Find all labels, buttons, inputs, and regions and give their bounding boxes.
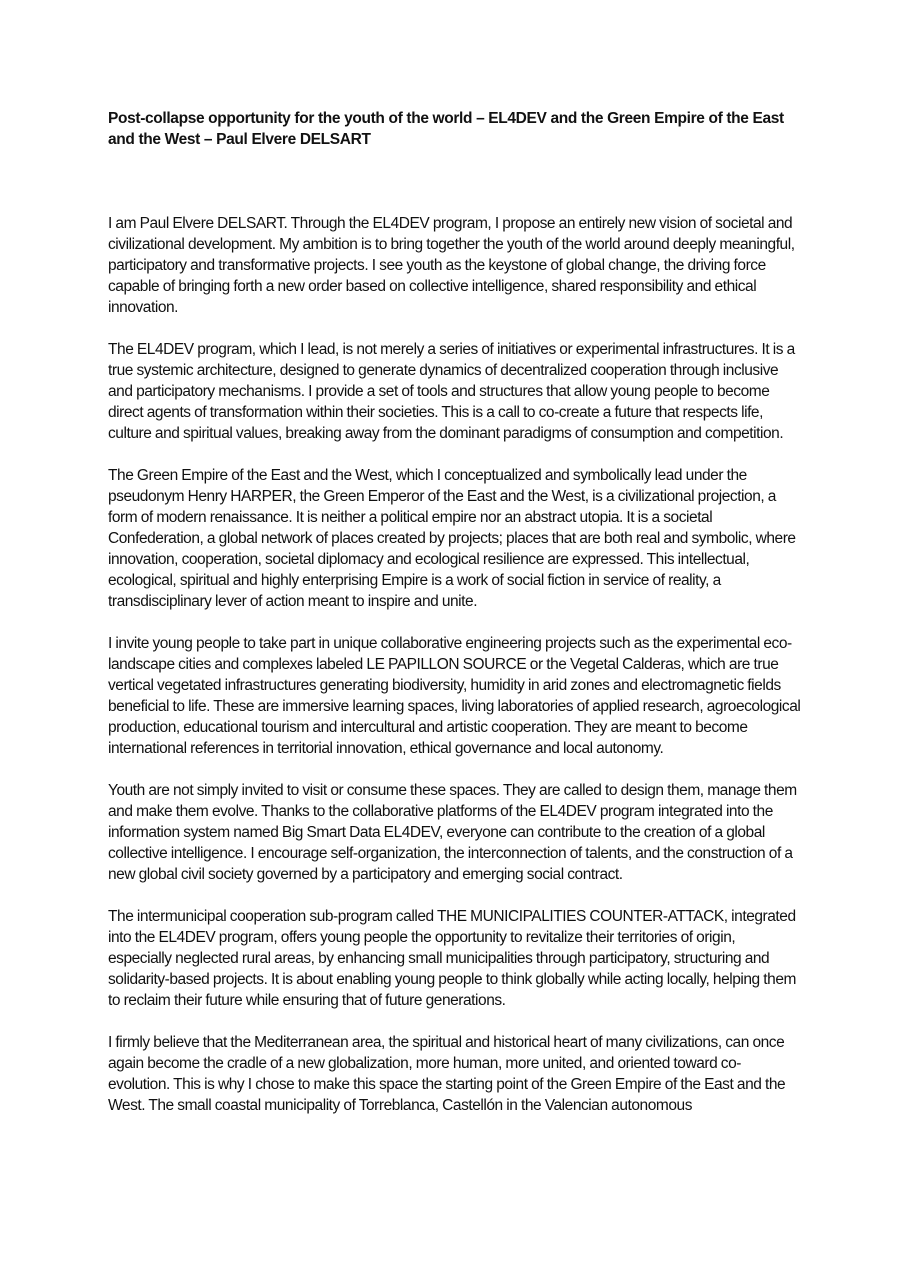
paragraph-4: I invite young people to take part in unique collaborative engineering projects such as the experimental eco-landscape cities and complexes labeled LE PAPILLON SOURCE or the Vegetal Calderas, which are true vertical vegetated infrastructures generating biodiversity, humidity in arid zones and electromagnetic fields beneficial to life. These are immersive learning spaces, living laboratories of applied research, agroecological production, educational tourism and intercultural and artistic cooperation. They are meant to become international references in territorial innovation, ethical governance and local autonomy. bbox=[108, 635, 801, 757]
paragraph-2: The EL4DEV program, which I lead, is not merely a series of initiatives or experimental infrastructures. It is a true systemic architecture, designed to generate dynamics of decentralized cooperation through inclusive and participatory mechanisms. I provide a set of tools and structures that allow young people to become direct agents of transformation within their societies. This is a call to co-create a future that respects life, culture and spiritual values, breaking away from the dominant paradigms of consumption and competition. bbox=[108, 341, 795, 442]
document-title: Post-collapse opportunity for the youth of the world – EL4DEV and the Green Empire of the East and the West – Paul Elvere DELSART bbox=[108, 110, 784, 148]
document-body bbox=[108, 213, 802, 1137]
paragraph-6: The intermunicipal cooperation sub-program called THE MUNICIPALITIES COUNTER-ATTACK, integrated into the EL4DEV program, offers young people the opportunity to revitalize their territories of origin, especially neglected rural areas, by enhancing small municipalities through participatory, structuring and solidarity-based projects. It is about enabling young people to think globally while acting locally, helping them to reclaim their future while ensuring that of future generations. bbox=[108, 908, 796, 1009]
paragraph-3: The Green Empire of the East and the West, which I conceptualized and symbolically lead under the pseudonym Henry HARPER, the Green Emperor of the East and the West, is a civilizational projection, a form of modern renaissance. It is neither a political empire nor an abstract utopia. It is a societal Confederation, a global network of places created by projects; places that are both real and symbolic, where innovation, cooperation, societal diplomacy and ecological resilience are expressed. This intellectual, ecological, spiritual and highly enterprising Empire is a work of social fiction in service of reality, a transdisciplinary lever of action meant to inspire and unite. bbox=[108, 467, 796, 610]
paragraph-1: I am Paul Elvere DELSART. Through the EL4DEV program, I propose an entirely new vision of societal and civilizational development. My ambition is to bring together the youth of the world around deeply meaningful, participatory and transformative projects. I see youth as the keystone of global change, the driving force capable of bringing forth a new order based on collective intelligence, shared responsibility and ethical innovation. bbox=[108, 215, 795, 316]
paragraph-7: I firmly believe that the Mediterranean area, the spiritual and historical heart of many civilizations, can once again become the cradle of a new globalization, more human, more united, and oriented toward co-evolution. This is why I chose to make this space the starting point of the Green Empire of the East and the West. The small coastal municipality of Torreblanca, Castellón in the Valencian autonomous bbox=[108, 1034, 786, 1114]
paragraph-5: Youth are not simply invited to visit or consume these spaces. They are called to design them, manage them and make them evolve. Thanks to the collaborative platforms of the EL4DEV program integrated into the information system named Big Smart Data EL4DEV, everyone can contribute to the creation of a global collective intelligence. I encourage self-organization, the interconnection of talents, and the construction of a new global civil society governed by a participatory and emerging social contract. bbox=[108, 782, 797, 883]
